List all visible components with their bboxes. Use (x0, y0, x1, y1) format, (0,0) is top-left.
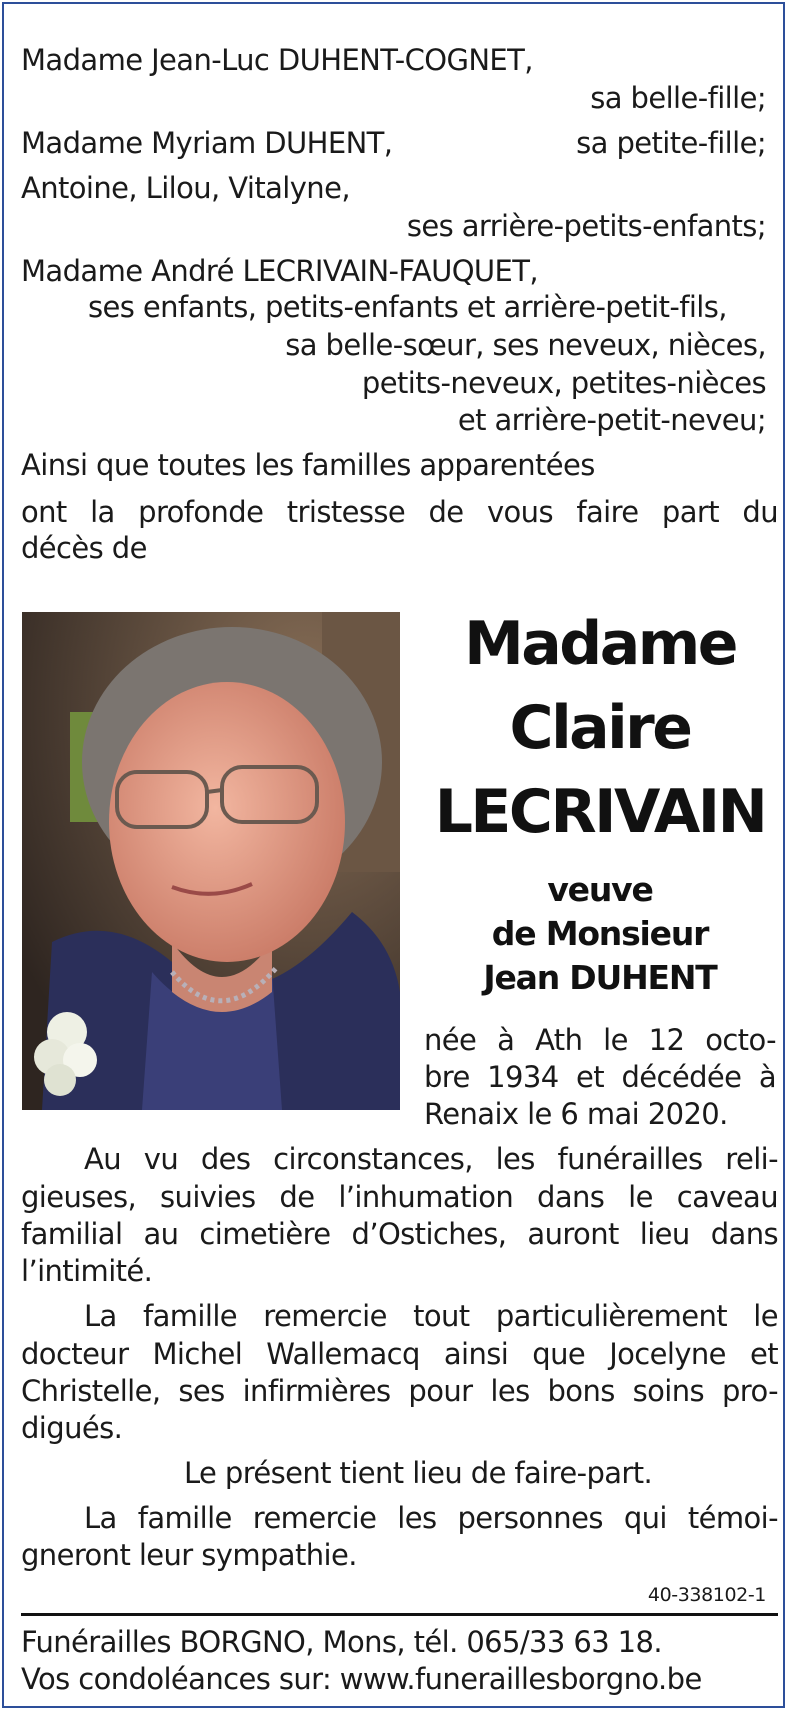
portrait-photo (22, 612, 400, 1110)
deceased-status-husband: Jean DUHENT (483, 958, 717, 997)
paragraph-faire-part: Le présent tient lieu de faire-part. (184, 1456, 653, 1490)
deceased-status-veuve: veuve (547, 870, 653, 909)
paragraph-thanks-line-2: docteur Michel Wallemacq ainsi que Jocelyne et (21, 1337, 778, 1371)
paragraph-thanks-line-3: Christelle, ses infirmières pour les bons soins pro- (21, 1374, 778, 1408)
family-line-apparentees: Ainsi que toutes les familles apparentées (21, 448, 595, 482)
reference-number: 40-338102-1 (647, 1584, 766, 1606)
family-role-belle-fille: sa belle-fille; (590, 81, 766, 115)
family-role-lecrivain-2: sa belle-sœur, ses neveux, nièces, (285, 328, 766, 362)
dates-line-1: née à Ath le 12 octo- (424, 1023, 776, 1057)
paragraph-funeral-line-2: gieuses, suivies de l’inhumation dans le caveau (21, 1180, 778, 1214)
dates-line-2: bre 1934 et décédée à (424, 1060, 776, 1094)
family-role-lecrivain-4: et arrière-petit-neveu; (457, 403, 766, 437)
family-role-lecrivain-3: petits-neveux, petites-nièces (361, 366, 766, 400)
deceased-last-name: LECRIVAIN (434, 777, 766, 847)
footer-condolences: Vos condoléances sur: www.funeraillesborgno.be (21, 1662, 702, 1696)
paragraph-sympathy-line-1: La famille remercie les personnes qui témoi- (84, 1501, 778, 1535)
paragraph-sympathy-line-2: gneront leur sympathie. (21, 1538, 357, 1572)
obituary-frame (2, 2, 785, 1708)
portrait-illustration (22, 612, 400, 1110)
announcement-line-2: décès de (21, 531, 147, 565)
footer-funeral-home: Funérailles BORGNO, Mons, tél. 065/33 63 18. (21, 1625, 662, 1659)
family-role-arriere-petits-enfants: ses arrière-petits-enfants; (406, 209, 766, 243)
announcement-line-1: ont la profonde tristesse de vous faire part du (21, 495, 778, 529)
deceased-first-name: Claire (509, 693, 691, 763)
family-role-petite-fille: sa petite-fille; (576, 126, 766, 160)
deceased-status-de-monsieur: de Monsieur (491, 914, 709, 953)
paragraph-thanks-line-1: La famille remercie tout particulièrement le (84, 1299, 778, 1333)
paragraph-funeral-line-3: familial au cimetière d’Ostiches, auront lieu dans (21, 1217, 778, 1251)
paragraph-funeral-line-4: l’intimité. (21, 1254, 153, 1288)
family-line-petite-fille: Madame Myriam DUHENT, (21, 126, 393, 160)
footer-divider (21, 1613, 778, 1616)
family-line-arriere-petits-enfants: Antoine, Lilou, Vitalyne, (21, 171, 350, 205)
family-role-lecrivain-1: ses enfants, petits-enfants et arrière-petit-fils, (88, 290, 727, 324)
paragraph-funeral-line-1: Au vu des circonstances, les funérailles reli- (84, 1142, 778, 1176)
dates-line-3: Renaix le 6 mai 2020. (424, 1097, 728, 1131)
family-line-belle-fille: Madame Jean-Luc DUHENT-COGNET, (21, 43, 533, 77)
family-line-lecrivain: Madame André LECRIVAIN-FAUQUET, (21, 254, 539, 288)
deceased-title: Madame (464, 609, 736, 679)
paragraph-thanks-line-4: digués. (21, 1411, 123, 1445)
